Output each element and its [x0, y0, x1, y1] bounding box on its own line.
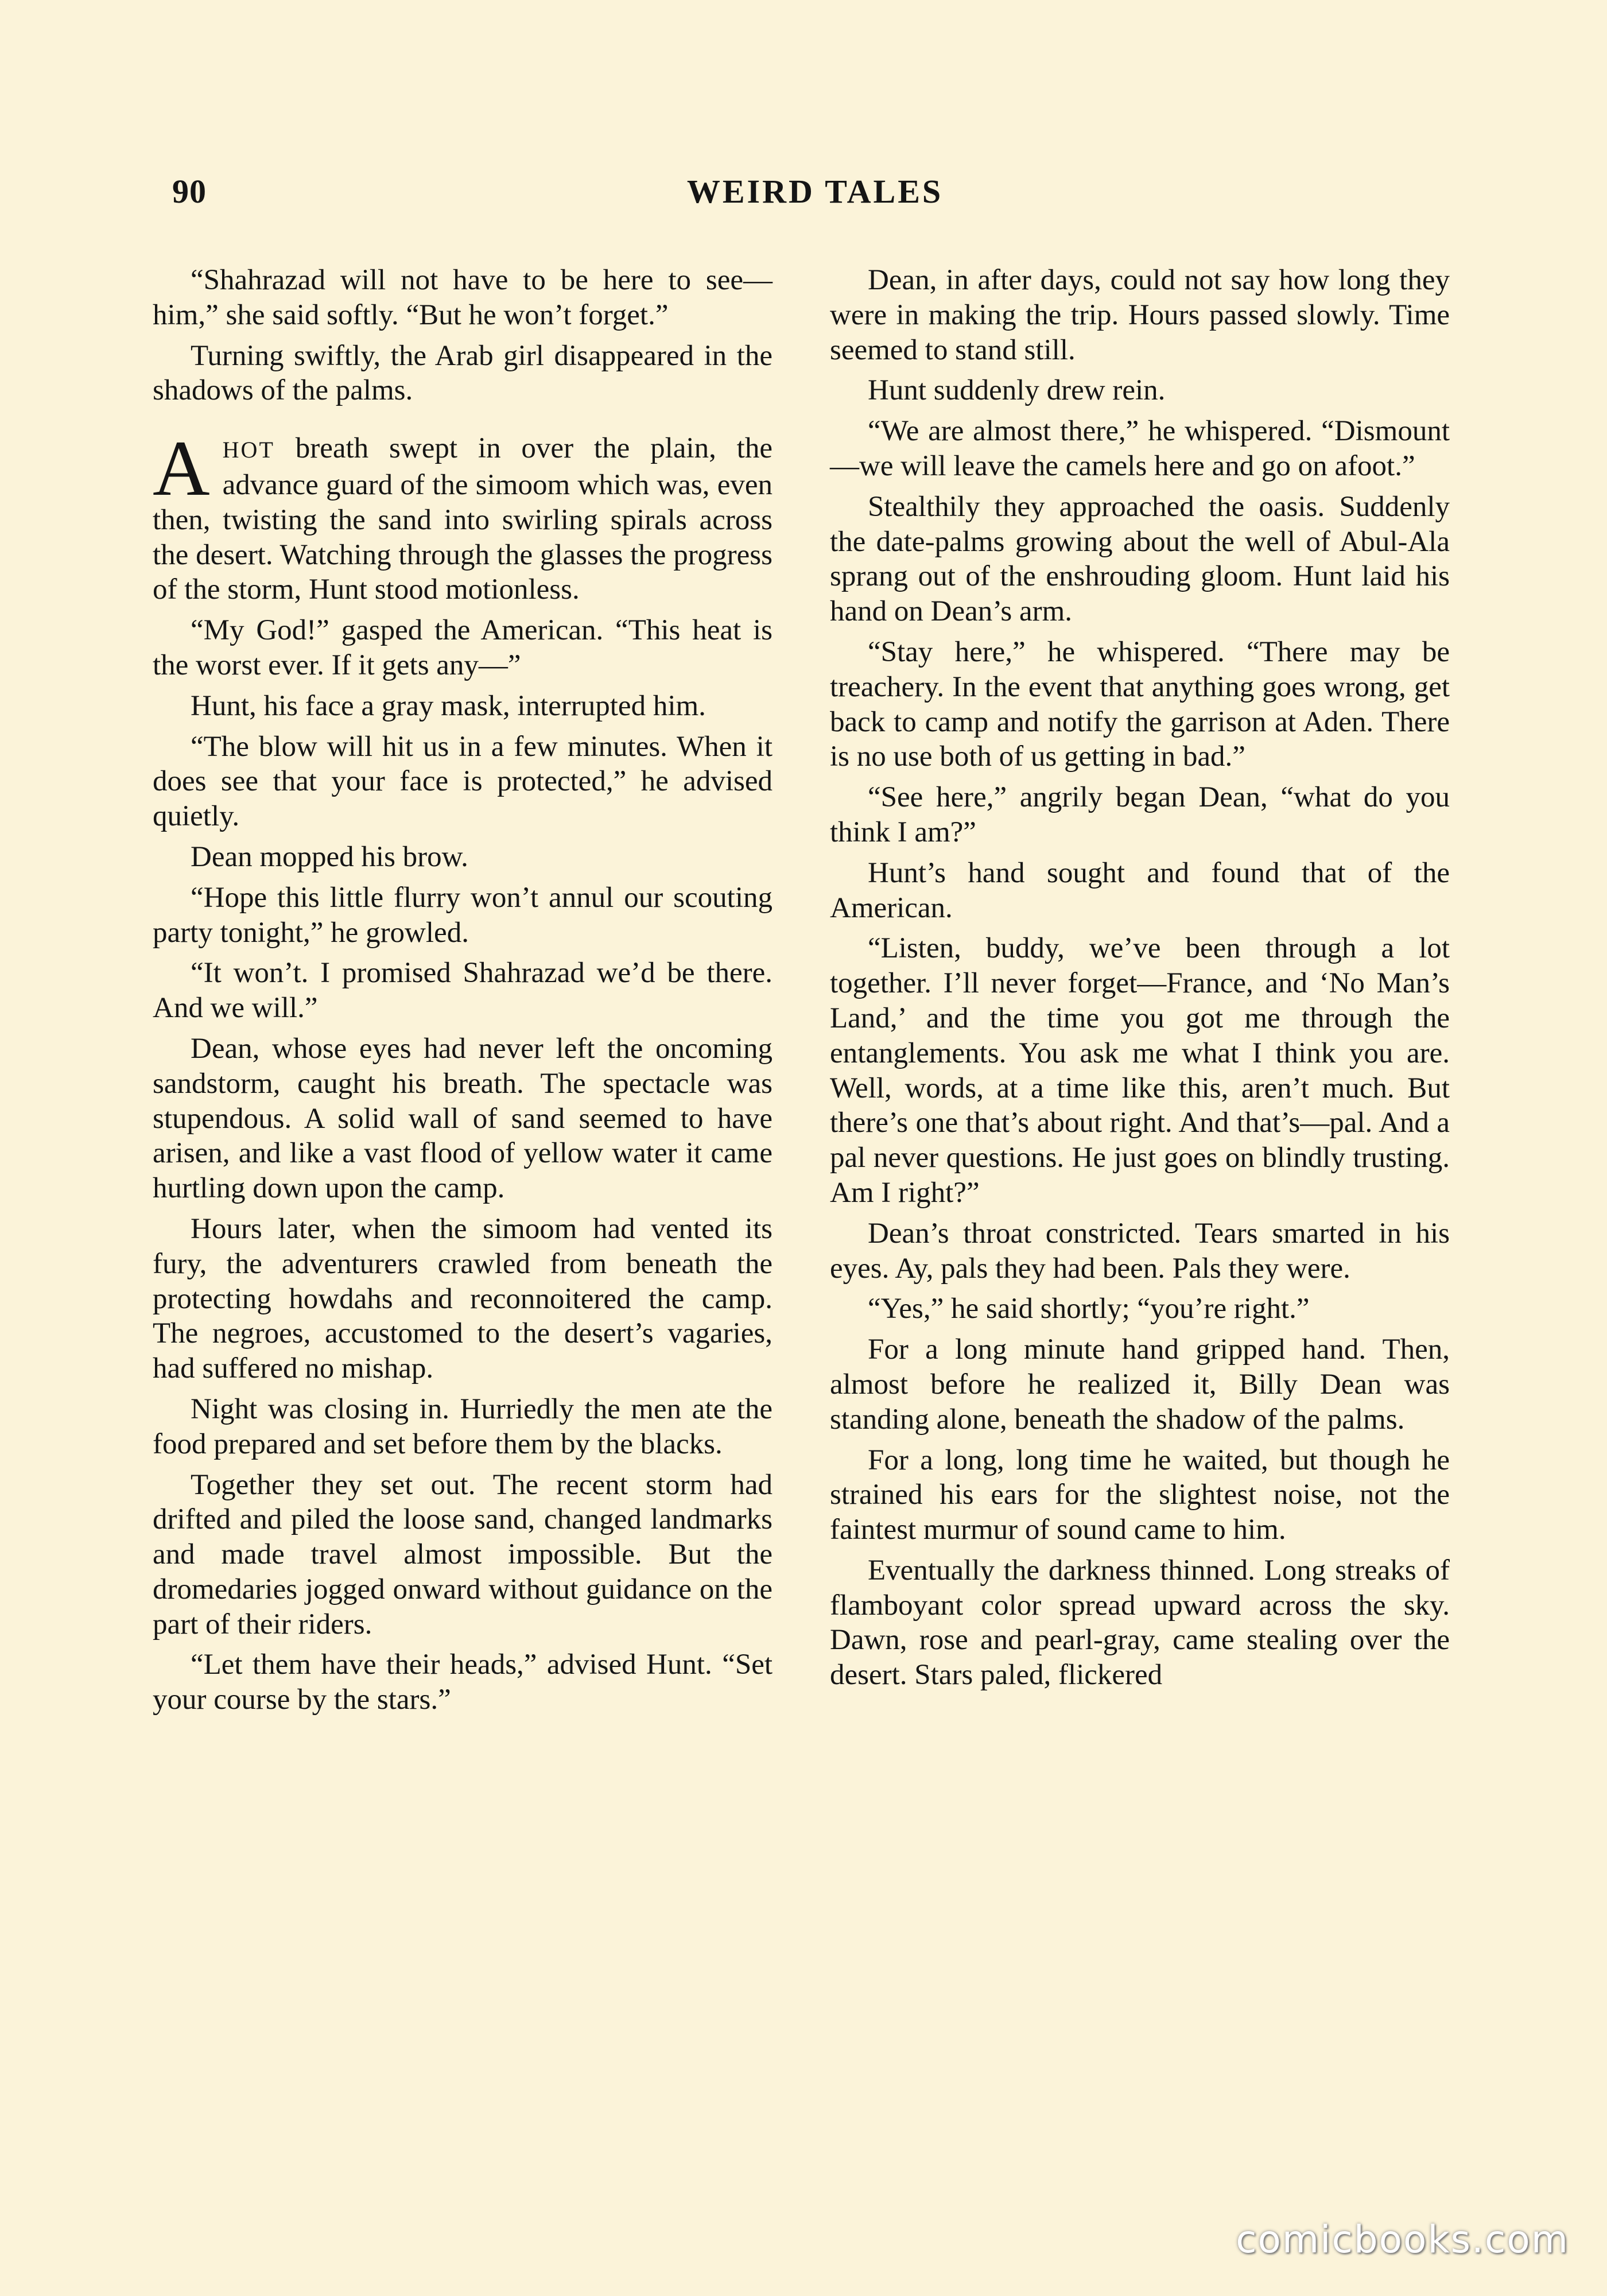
paragraph: Dean mopped his brow. [191, 840, 468, 873]
small-caps-lead: HOT [222, 437, 275, 463]
paragraph: “Listen, buddy, we’ve been through a lot together. I’ll never forget—France, and ‘No Man’s Land,’ and the time you got me through the entanglements. You ask me what I think you are. Well, words, at a time like this, aren’t much. But there’s one that’s about right. And that’s—pal. And a pal never questions. He just goes on blindly trusting. Am I right?” [830, 932, 1450, 1209]
paragraph: Hunt suddenly drew rein. [868, 374, 1166, 407]
paragraph: “See here,” angrily began Dean, “what do you think I am?” [830, 781, 1450, 848]
paragraph: Hunt’s hand sought and found that of the American. [830, 856, 1450, 924]
section-start-paragraph [153, 424, 773, 607]
paragraph: Hours later, when the simoom had vented its fury, the adventurers crawled from beneath the protecting howdahs and reconnoitered the camp. The negroes, accustomed to the desert’s vagaries, had suffered no mishap. [153, 1212, 773, 1385]
paragraph: “Stay here,” he whispered. “There may be treachery. In the event that anything goes wrong, get back to camp and notify the garrison at Aden. There is no use both of us getting in bad.” [830, 635, 1450, 773]
paragraph: “Let them have their heads,” advised Hunt. “Set your course by the stars.” [153, 1649, 773, 1716]
paragraph: Night was closing in. Hurriedly the men ate the food prepared and set before them by the blacks. [153, 1393, 773, 1460]
running-title: WEIRD TALES [686, 173, 944, 210]
paragraph: Eventually the darkness thinned. Long streaks of flamboyant color spread upward across the sky. Dawn, rose and pearl-gray, came stealing over the desert. Stars paled, flickered [830, 1554, 1450, 1692]
page-number: 90 [172, 173, 207, 210]
paragraph: Hunt, his face a gray mask, interrupted him. [191, 689, 706, 722]
right-column [830, 263, 1450, 1698]
paragraph: Dean’s throat constricted. Tears smarted in his eyes. Ay, pals they had been. Pals they were. [830, 1217, 1450, 1285]
paragraph: “Shahrazad will not have to be here to see—him,” she said softly. “But he won’t forget.” [153, 264, 773, 331]
paragraph: “Yes,” he said shortly; “you’re right.” [868, 1293, 1310, 1325]
paragraph: “Hope this little flurry won’t annul our scouting party tonight,” he growled. [153, 881, 773, 949]
paragraph: Turning swiftly, the Arab girl disappeared in the shadows of the palms. [153, 339, 773, 407]
left-column [153, 263, 773, 1723]
page-header [172, 172, 1458, 224]
paragraph: Together they set out. The recent storm had drifted and piled the loose sand, changed landmarks and made travel almost impossible. But the dromedaries jogged onward without guidance on the part of their riders. [153, 1468, 773, 1640]
paragraph: “We are almost there,” he whispered. “Dismount—we will leave the camels here and go on afoot.” [830, 415, 1450, 482]
drop-cap: A [153, 424, 210, 513]
paragraph: Stealthily they approached the oasis. Suddenly the date-palms growing about the well of Abul-Ala sprang out of the enshrouding gloom. Hunt laid his hand on Dean’s arm. [830, 490, 1450, 628]
paragraph-text: breath swept in over the plain, the advance guard of the simoom which was, even then, twisting the sand into swirling spirals across the desert. Watching through the glasses the progress of the storm, Hunt stood motionless. [153, 432, 773, 606]
paragraph: Dean, in after days, could not say how long they were in making the trip. Hours passed slowly. Time seemed to stand still. [830, 264, 1450, 366]
paragraph: “The blow will hit us in a few minutes. When it does see that your face is protected,” he advised quietly. [153, 730, 773, 833]
paragraph: “It won’t. I promised Shahrazad we’d be there. And we will.” [153, 957, 773, 1025]
paragraph: “My God!” gasped the American. “This heat is the worst ever. If it gets any—” [153, 614, 773, 681]
paragraph: For a long, long time he waited, but though he strained his ears for the slightest noise, not the faintest murmur of sound came to him. [830, 1444, 1450, 1546]
site-watermark: comicbooks.com [1236, 2217, 1569, 2262]
paragraph: Dean, whose eyes had never left the oncoming sandstorm, caught his breath. The spectacle was stupendous. A solid wall of sand seemed to have arisen, and like a vast flood of yellow water it came hurtling down upon the camp. [153, 1032, 773, 1205]
paragraph: For a long minute hand gripped hand. Then, almost before he realized it, Billy Dean was standing alone, beneath the shadow of the palms. [830, 1333, 1450, 1436]
